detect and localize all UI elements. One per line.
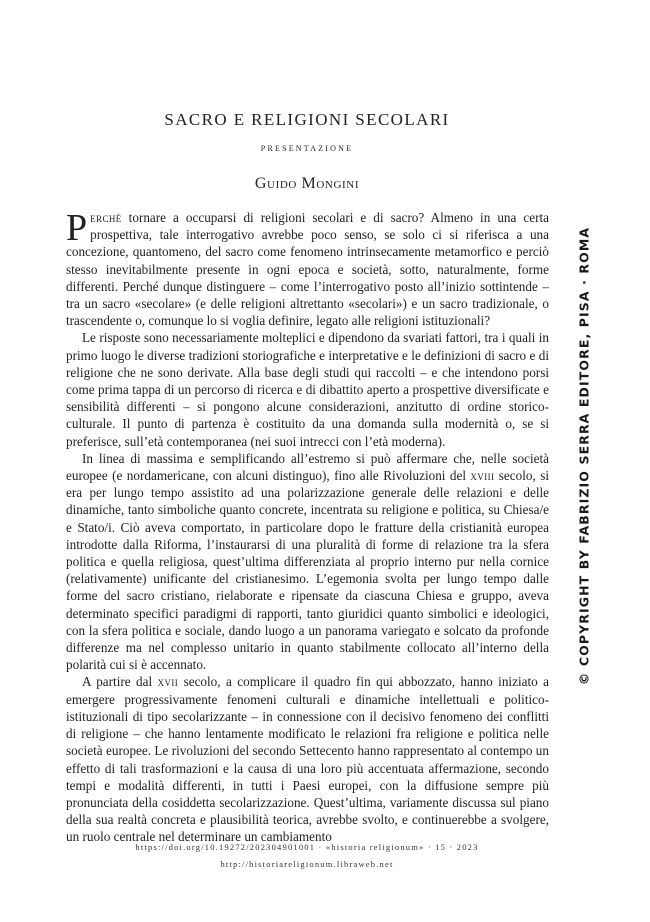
paragraph-1-text: tornare a occuparsi di religioni secolari e di sacro? Almeno in una certa prospettiva, tale interrogativo avrebbe poco senso, se solo ci si riferisca a una concezione, quantomeno, del sacro come fenomeno intrinsecamente metamorfico e perciò stesso inevitabilmente presente in ogni epoca e società, sotto, naturalmente, forme differenti. Perché dunque distinguere – come l’interrogativo posto all’inizio sottintende – tra un sacro «secolare» (e delle religioni altrettanto «secolari») e un sacro tradizionale, o trascendente o, comunque lo si voglia definire, legato alle religioni istituzionali? xyxy=(66,210,549,329)
paragraph-2: Le risposte sono necessariamente molteplici e dipendono da svariati fattori, tra i quali in primo luogo le diverse tradizioni storiografiche e interpretative e le definizioni di sacro e di religione che ne sono derivate. Alla base degli studi qui raccolti – e che intendono porsi come prima tappa di un percorso di ricerca e di dibattito aperto a prospettive diversificate e sensibilità differenti – si pongono alcune considerazioni, anzitutto di ordine storico-culturale. Il punto di partenza è costituito da una domanda sulla modernità o, se si preferisce, sull’età contemporanea (nei suoi intrecci con l’età moderna). xyxy=(66,330,549,449)
paragraph-3 xyxy=(66,450,549,674)
article-subtitle: presentazione xyxy=(260,142,354,154)
copyright-text: © COPYRIGHT BY FABRIZIO SERRA EDITORE, PISA · ROMA xyxy=(576,226,592,686)
smallcaps-lead: erché xyxy=(90,210,122,225)
article-title: SACRO E RELIGIONI SECOLARI xyxy=(164,110,450,129)
footer-url: http://historiareligionum.libraweb.net xyxy=(220,859,394,869)
footer-doi: https://doi.org/10.19272/202304901001 · «historia religionum» · 15 · 2023 xyxy=(135,842,479,852)
paragraph-4 xyxy=(66,673,549,845)
century-numeral: xvii xyxy=(157,674,179,690)
author-name: Guido Mongini xyxy=(254,175,360,192)
article-body xyxy=(66,209,549,846)
paragraph-1 xyxy=(66,209,549,329)
paragraph-3-text-b: secolo, si era per lungo tempo assistito ad una polarizzazione generale delle relazioni e delle dinamiche, tanto simboliche quanto concrete, incentrata su religione e politica, su Chiesa/e e Stato/i. Ciò aveva comportato, in particolare dopo le fratture della cristianità europea introdotte dalla Riforma, l’instaurarsi di una pluralità di forme di relazione tra la sfera politica e quella religiosa, quest’ultima differenziata al proprio interno pur nella cornice (relativamente) unificante del cristianesimo. L’egemonia svolta per lungo tempo dalle forme del sacro cristiano, rielaborate e ripensate da ciascuna Chiesa e gruppo, aveva determinato specifici paradigmi di rapporti, tanto giuridici quanto simbolici e ideologici, con la sfera politica e sociale, dando luogo a un panorama variegato e solcato da profonde differenze ma nel complesso unitario in quanto stabilmente collocato all’interno della polarità cui si è accennato. xyxy=(66,468,549,673)
paragraph-4-text-b: secolo, a complicare il quadro fin qui abbozzato, hanno iniziato a emergere progressivamente fenomeni culturali e dinamiche intellettuali e politico-istituzionali di tipo secolarizzante – in connessione con il decisivo fenomeno dei conflitti di religione – che hanno lentamente modificato le relazioni fra religione e politica nelle società europee. Le rivoluzioni del secondo Settecento hanno rappresentato al contempo un effetto di tali trasformazioni e la causa di una loro più accentuata affermazione, secondo tempi e modalità differenti, in tutti i Paesi europei, con la diffusione sempre più pronunciata della cosiddetta secolarizzazione. Quest’ultima, variamente discussa sul piano della sua realtà concreta e plausibilità teorica, avrebbe svolto, e continuerebbe a svolgere, un ruolo centrale nel determinare un cambiamento xyxy=(66,674,549,845)
century-numeral: xviii xyxy=(470,468,495,484)
copyright-sidebar xyxy=(574,222,594,690)
paragraph-4-text-a: A partire dal xyxy=(82,674,158,690)
paragraph-3-text-a: In linea di massima e semplificando all’estremo si può affermare che, nelle società europee (e nordamericane, con alcuni distinguo), fino alle Rivoluzioni del xyxy=(66,450,549,484)
drop-cap: P xyxy=(66,207,88,249)
